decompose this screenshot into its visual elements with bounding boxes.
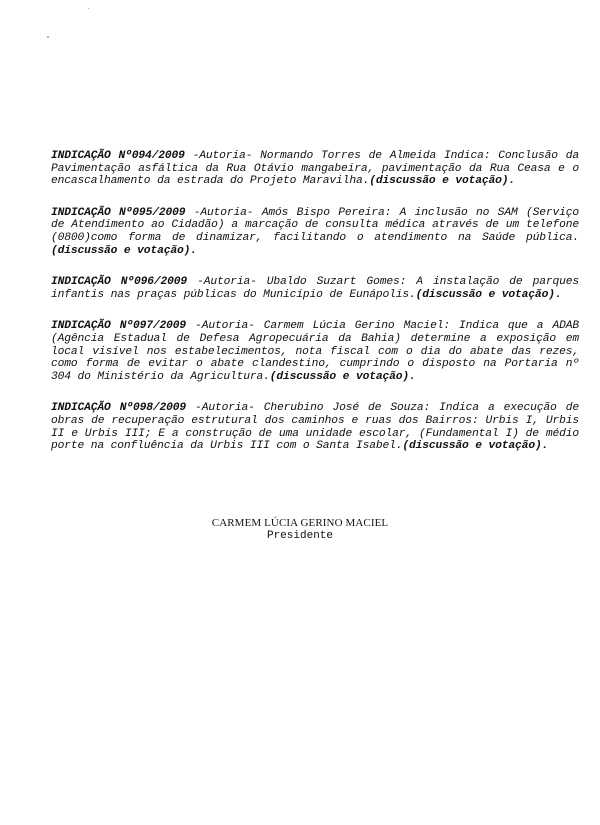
scan-speck [88, 8, 89, 9]
indicacao-status: (discussão e votação) [415, 288, 555, 301]
indicacao-id: INDICAÇÃO Nº098/2009 [51, 402, 187, 415]
indicacao-id: INDICAÇÃO Nº094/2009 [51, 150, 185, 162]
indicacao-097 [51, 320, 579, 383]
indicacao-text: -Autoria- Normando Torres de Almeida Indica: Conclusão da Pavimentação asfáltica da Rua Otávio mangabeira, pavimentação da Rua Ceasa e o encascalhamento da estrada do Projeto Maravilha. [51, 150, 579, 188]
indicacao-098 [51, 402, 579, 452]
indicacao-095 [51, 207, 579, 257]
indicacao-end: . [554, 288, 562, 301]
indicacao-text: -Autoria- Amós Bispo Pereira: A inclusão no SAM (Serviço de Atendimento ao Cidadão) a marcação de consulta médica através de um telefone (0800)como forma de dinamizar, facilitando o atendimento na Saúde pública. [51, 206, 579, 244]
indicacao-status: (discussão e votação) [369, 175, 509, 188]
indicacao-text: -Autoria- Cherubino José de Souza: Indica a execução de obras de recuperação estrutural dos caminhos e ruas dos Bairros: Urbis I, Urbis II e Urbis III; E a construção de uma unidade escolar, (Fundamental I) de médio porte na confluência da Urbis III com o Santa Isabel. [51, 402, 579, 453]
signature-block [0, 517, 600, 543]
signatory-role: Presidente [266, 530, 333, 542]
indicacao-status: (discussão e votação) [402, 440, 542, 453]
indicacao-status: (discussão e votação) [269, 370, 409, 383]
indicacao-096 [51, 276, 579, 301]
indicacao-end: . [541, 440, 549, 453]
indicacao-id: INDICAÇÃO Nº096/2009 [51, 276, 188, 289]
indicacao-end: . [190, 244, 197, 257]
indicacao-094 [51, 150, 579, 188]
document-body [51, 150, 579, 472]
indicacao-status: (discussão e votação) [51, 244, 191, 257]
signatory-name: CARMEM LÚCIA GERINO MACIEL [211, 517, 389, 529]
scan-speck [47, 36, 49, 38]
indicacao-id: INDICAÇÃO Nº097/2009 [51, 320, 187, 333]
indicacao-text: -Autoria- Carmem Lúcia Gerino Maciel: Indica que a ADAB (Agência Estadual de Defesa Agropecuária da Bahia) determine a exposição em local visível nos estabelecimentos, nota fiscal com o dia do abate das rezes, como forma de evitar o abate clandestino, cumprindo o disposto na Portaria nº 304 do Ministério da Agricultura. [51, 320, 579, 383]
indicacao-end: . [508, 175, 516, 188]
indicacao-text: -Autoria- Ubaldo Suzart Gomes: A instalação de parques infantis nas praças públicas do Município de Eunápolis. [51, 276, 579, 301]
indicacao-end: . [408, 370, 416, 383]
indicacao-id: INDICAÇÃO Nº095/2009 [51, 206, 186, 219]
